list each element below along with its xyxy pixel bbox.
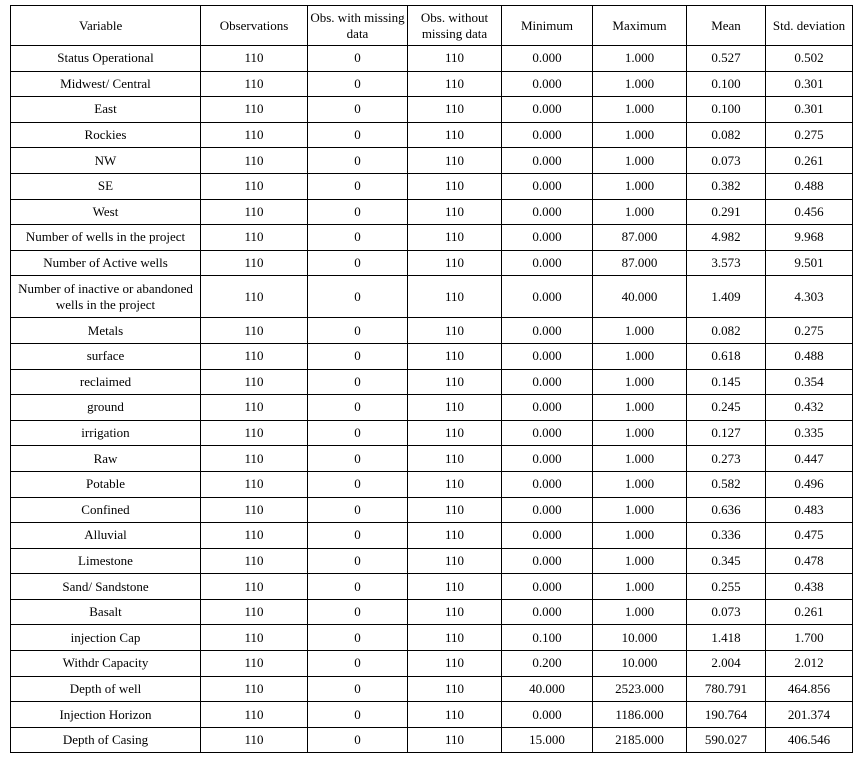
std-deviation-cell: 0.261: [766, 148, 853, 174]
obs-with-missing-cell: 0: [308, 727, 408, 753]
obs-with-missing-cell: 0: [308, 97, 408, 123]
observations-cell: 110: [201, 318, 308, 344]
variable-cell: Basalt: [11, 599, 201, 625]
mean-cell: 0.073: [687, 148, 766, 174]
maximum-cell: 1.000: [593, 523, 687, 549]
obs-with-missing-cell: 0: [308, 343, 408, 369]
variable-cell: Injection Horizon: [11, 702, 201, 728]
std-deviation-cell: 0.475: [766, 523, 853, 549]
table-row: [11, 122, 853, 148]
variable-cell: ground: [11, 395, 201, 421]
mean-cell: 0.073: [687, 599, 766, 625]
std-deviation-cell: 4.303: [766, 276, 853, 318]
maximum-cell: 2185.000: [593, 727, 687, 753]
obs-without-missing-cell: 110: [408, 523, 502, 549]
observations-cell: 110: [201, 625, 308, 651]
obs-with-missing-cell: 0: [308, 625, 408, 651]
header-mean: Mean: [687, 6, 766, 46]
maximum-cell: 1.000: [593, 548, 687, 574]
obs-without-missing-cell: 110: [408, 225, 502, 251]
std-deviation-cell: 9.968: [766, 225, 853, 251]
variable-cell: Depth of Casing: [11, 727, 201, 753]
table-row: [11, 46, 853, 72]
header-std-deviation: Std. deviation: [766, 6, 853, 46]
variable-cell: Alluvial: [11, 523, 201, 549]
mean-cell: 2.004: [687, 651, 766, 677]
variable-cell: Metals: [11, 318, 201, 344]
minimum-cell: 0.000: [502, 369, 593, 395]
mean-cell: 0.636: [687, 497, 766, 523]
minimum-cell: 0.000: [502, 497, 593, 523]
variable-cell: Depth of well: [11, 676, 201, 702]
maximum-cell: 1.000: [593, 343, 687, 369]
maximum-cell: 1.000: [593, 148, 687, 174]
mean-cell: 0.273: [687, 446, 766, 472]
std-deviation-cell: 464.856: [766, 676, 853, 702]
table-row: [11, 148, 853, 174]
obs-with-missing-cell: 0: [308, 395, 408, 421]
maximum-cell: 10.000: [593, 625, 687, 651]
minimum-cell: 0.200: [502, 651, 593, 677]
maximum-cell: 1.000: [593, 46, 687, 72]
observations-cell: 110: [201, 250, 308, 276]
table-row: [11, 250, 853, 276]
std-deviation-cell: 406.546: [766, 727, 853, 753]
variable-cell: West: [11, 199, 201, 225]
minimum-cell: 0.000: [502, 599, 593, 625]
maximum-cell: 1.000: [593, 471, 687, 497]
observations-cell: 110: [201, 71, 308, 97]
obs-without-missing-cell: 110: [408, 199, 502, 225]
table-row: [11, 420, 853, 446]
obs-with-missing-cell: 0: [308, 122, 408, 148]
maximum-cell: 40.000: [593, 276, 687, 318]
maximum-cell: 10.000: [593, 651, 687, 677]
mean-cell: 0.100: [687, 71, 766, 97]
maximum-cell: 1.000: [593, 97, 687, 123]
table-row: [11, 318, 853, 344]
obs-without-missing-cell: 110: [408, 369, 502, 395]
obs-with-missing-cell: 0: [308, 420, 408, 446]
maximum-cell: 1.000: [593, 395, 687, 421]
table-row: [11, 199, 853, 225]
variable-cell: Confined: [11, 497, 201, 523]
obs-with-missing-cell: 0: [308, 173, 408, 199]
header-obs-without-missing: Obs. without missing data: [408, 6, 502, 46]
std-deviation-cell: 0.275: [766, 318, 853, 344]
minimum-cell: 0.000: [502, 446, 593, 472]
maximum-cell: 1.000: [593, 199, 687, 225]
observations-cell: 110: [201, 122, 308, 148]
observations-cell: 110: [201, 676, 308, 702]
mean-cell: 0.127: [687, 420, 766, 446]
observations-cell: 110: [201, 727, 308, 753]
obs-with-missing-cell: 0: [308, 599, 408, 625]
maximum-cell: 1186.000: [593, 702, 687, 728]
variable-cell: Rockies: [11, 122, 201, 148]
obs-without-missing-cell: 110: [408, 497, 502, 523]
observations-cell: 110: [201, 574, 308, 600]
mean-cell: 3.573: [687, 250, 766, 276]
obs-without-missing-cell: 110: [408, 46, 502, 72]
minimum-cell: 0.000: [502, 122, 593, 148]
table-row: [11, 173, 853, 199]
mean-cell: 0.100: [687, 97, 766, 123]
maximum-cell: 1.000: [593, 173, 687, 199]
maximum-cell: 1.000: [593, 497, 687, 523]
obs-with-missing-cell: 0: [308, 369, 408, 395]
obs-with-missing-cell: 0: [308, 702, 408, 728]
obs-without-missing-cell: 110: [408, 122, 502, 148]
variable-cell: Number of wells in the project: [11, 225, 201, 251]
variable-cell: Midwest/ Central: [11, 71, 201, 97]
table-row: [11, 651, 853, 677]
mean-cell: 0.291: [687, 199, 766, 225]
observations-cell: 110: [201, 173, 308, 199]
variable-cell: Sand/ Sandstone: [11, 574, 201, 600]
variable-cell: surface: [11, 343, 201, 369]
obs-with-missing-cell: 0: [308, 199, 408, 225]
observations-cell: 110: [201, 369, 308, 395]
observations-cell: 110: [201, 446, 308, 472]
std-deviation-cell: 0.275: [766, 122, 853, 148]
obs-without-missing-cell: 110: [408, 71, 502, 97]
obs-without-missing-cell: 110: [408, 395, 502, 421]
mean-cell: 0.527: [687, 46, 766, 72]
maximum-cell: 1.000: [593, 446, 687, 472]
mean-cell: 0.336: [687, 523, 766, 549]
observations-cell: 110: [201, 599, 308, 625]
minimum-cell: 0.000: [502, 471, 593, 497]
mean-cell: 0.082: [687, 318, 766, 344]
minimum-cell: 0.100: [502, 625, 593, 651]
obs-with-missing-cell: 0: [308, 225, 408, 251]
mean-cell: 0.582: [687, 471, 766, 497]
variable-cell: reclaimed: [11, 369, 201, 395]
mean-cell: 0.345: [687, 548, 766, 574]
obs-with-missing-cell: 0: [308, 446, 408, 472]
obs-without-missing-cell: 110: [408, 548, 502, 574]
table-row: [11, 471, 853, 497]
observations-cell: 110: [201, 548, 308, 574]
header-minimum: Minimum: [502, 6, 593, 46]
obs-with-missing-cell: 0: [308, 497, 408, 523]
observations-cell: 110: [201, 702, 308, 728]
observations-cell: 110: [201, 523, 308, 549]
mean-cell: 0.382: [687, 173, 766, 199]
obs-with-missing-cell: 0: [308, 471, 408, 497]
minimum-cell: 0.000: [502, 395, 593, 421]
obs-without-missing-cell: 110: [408, 599, 502, 625]
mean-cell: 0.245: [687, 395, 766, 421]
obs-without-missing-cell: 110: [408, 420, 502, 446]
variable-cell: NW: [11, 148, 201, 174]
obs-with-missing-cell: 0: [308, 574, 408, 600]
table-row: [11, 548, 853, 574]
minimum-cell: 0.000: [502, 702, 593, 728]
obs-without-missing-cell: 110: [408, 574, 502, 600]
mean-cell: 1.418: [687, 625, 766, 651]
obs-with-missing-cell: 0: [308, 548, 408, 574]
obs-with-missing-cell: 0: [308, 651, 408, 677]
obs-without-missing-cell: 110: [408, 471, 502, 497]
minimum-cell: 0.000: [502, 148, 593, 174]
header-variable: Variable: [11, 6, 201, 46]
minimum-cell: 0.000: [502, 574, 593, 600]
obs-without-missing-cell: 110: [408, 250, 502, 276]
descriptive-statistics-table: [10, 5, 853, 753]
table-header-row: [11, 6, 853, 46]
obs-without-missing-cell: 110: [408, 97, 502, 123]
table-row: [11, 97, 853, 123]
mean-cell: 780.791: [687, 676, 766, 702]
maximum-cell: 1.000: [593, 71, 687, 97]
minimum-cell: 0.000: [502, 548, 593, 574]
obs-with-missing-cell: 0: [308, 148, 408, 174]
obs-without-missing-cell: 110: [408, 446, 502, 472]
observations-cell: 110: [201, 225, 308, 251]
obs-without-missing-cell: 110: [408, 276, 502, 318]
observations-cell: 110: [201, 148, 308, 174]
maximum-cell: 87.000: [593, 225, 687, 251]
variable-cell: Raw: [11, 446, 201, 472]
header-maximum: Maximum: [593, 6, 687, 46]
obs-with-missing-cell: 0: [308, 46, 408, 72]
std-deviation-cell: 0.335: [766, 420, 853, 446]
obs-without-missing-cell: 110: [408, 318, 502, 344]
obs-with-missing-cell: 0: [308, 71, 408, 97]
minimum-cell: 0.000: [502, 225, 593, 251]
mean-cell: 190.764: [687, 702, 766, 728]
variable-cell: Potable: [11, 471, 201, 497]
std-deviation-cell: 2.012: [766, 651, 853, 677]
variable-cell: Number of Active wells: [11, 250, 201, 276]
std-deviation-cell: 0.483: [766, 497, 853, 523]
observations-cell: 110: [201, 276, 308, 318]
observations-cell: 110: [201, 497, 308, 523]
table-row: [11, 446, 853, 472]
observations-cell: 110: [201, 651, 308, 677]
obs-with-missing-cell: 0: [308, 318, 408, 344]
obs-without-missing-cell: 110: [408, 702, 502, 728]
observations-cell: 110: [201, 199, 308, 225]
std-deviation-cell: 0.496: [766, 471, 853, 497]
obs-without-missing-cell: 110: [408, 625, 502, 651]
obs-with-missing-cell: 0: [308, 523, 408, 549]
std-deviation-cell: 0.301: [766, 71, 853, 97]
obs-without-missing-cell: 110: [408, 727, 502, 753]
variable-cell: injection Cap: [11, 625, 201, 651]
obs-without-missing-cell: 110: [408, 173, 502, 199]
minimum-cell: 0.000: [502, 250, 593, 276]
mean-cell: 0.618: [687, 343, 766, 369]
minimum-cell: 0.000: [502, 97, 593, 123]
table-row: [11, 225, 853, 251]
maximum-cell: 1.000: [593, 599, 687, 625]
mean-cell: 0.255: [687, 574, 766, 600]
observations-cell: 110: [201, 97, 308, 123]
std-deviation-cell: 0.301: [766, 97, 853, 123]
std-deviation-cell: 0.432: [766, 395, 853, 421]
minimum-cell: 0.000: [502, 46, 593, 72]
minimum-cell: 0.000: [502, 199, 593, 225]
mean-cell: 590.027: [687, 727, 766, 753]
minimum-cell: 40.000: [502, 676, 593, 702]
mean-cell: 0.145: [687, 369, 766, 395]
maximum-cell: 1.000: [593, 574, 687, 600]
std-deviation-cell: 1.700: [766, 625, 853, 651]
std-deviation-cell: 0.488: [766, 173, 853, 199]
variable-cell: Status Operational: [11, 46, 201, 72]
maximum-cell: 1.000: [593, 369, 687, 395]
minimum-cell: 0.000: [502, 71, 593, 97]
variable-cell: East: [11, 97, 201, 123]
observations-cell: 110: [201, 46, 308, 72]
header-obs-with-missing: Obs. with missing data: [308, 6, 408, 46]
maximum-cell: 87.000: [593, 250, 687, 276]
std-deviation-cell: 0.354: [766, 369, 853, 395]
obs-without-missing-cell: 110: [408, 676, 502, 702]
minimum-cell: 0.000: [502, 276, 593, 318]
maximum-cell: 1.000: [593, 318, 687, 344]
obs-without-missing-cell: 110: [408, 343, 502, 369]
obs-with-missing-cell: 0: [308, 676, 408, 702]
minimum-cell: 0.000: [502, 420, 593, 446]
table-row: [11, 369, 853, 395]
table-row: [11, 727, 853, 753]
table-row: [11, 395, 853, 421]
variable-cell: Limestone: [11, 548, 201, 574]
table-row: [11, 574, 853, 600]
minimum-cell: 15.000: [502, 727, 593, 753]
observations-cell: 110: [201, 471, 308, 497]
minimum-cell: 0.000: [502, 343, 593, 369]
table-row: [11, 625, 853, 651]
variable-cell: Number of inactive or abandoned wells in the project: [11, 276, 201, 318]
std-deviation-cell: 0.478: [766, 548, 853, 574]
minimum-cell: 0.000: [502, 173, 593, 199]
table-row: [11, 599, 853, 625]
header-observations: Observations: [201, 6, 308, 46]
maximum-cell: 1.000: [593, 420, 687, 446]
table-row: [11, 276, 853, 318]
std-deviation-cell: 201.374: [766, 702, 853, 728]
obs-without-missing-cell: 110: [408, 651, 502, 677]
variable-cell: irrigation: [11, 420, 201, 446]
observations-cell: 110: [201, 420, 308, 446]
mean-cell: 4.982: [687, 225, 766, 251]
table-row: [11, 702, 853, 728]
std-deviation-cell: 0.438: [766, 574, 853, 600]
std-deviation-cell: 0.456: [766, 199, 853, 225]
minimum-cell: 0.000: [502, 523, 593, 549]
table-row: [11, 676, 853, 702]
std-deviation-cell: 0.488: [766, 343, 853, 369]
minimum-cell: 0.000: [502, 318, 593, 344]
std-deviation-cell: 9.501: [766, 250, 853, 276]
table-body: [11, 46, 853, 753]
table-row: [11, 343, 853, 369]
table-row: [11, 497, 853, 523]
observations-cell: 110: [201, 343, 308, 369]
std-deviation-cell: 0.447: [766, 446, 853, 472]
obs-with-missing-cell: 0: [308, 276, 408, 318]
table-row: [11, 523, 853, 549]
obs-without-missing-cell: 110: [408, 148, 502, 174]
obs-with-missing-cell: 0: [308, 250, 408, 276]
observations-cell: 110: [201, 395, 308, 421]
std-deviation-cell: 0.261: [766, 599, 853, 625]
mean-cell: 0.082: [687, 122, 766, 148]
std-deviation-cell: 0.502: [766, 46, 853, 72]
table-row: [11, 71, 853, 97]
variable-cell: Withdr Capacity: [11, 651, 201, 677]
variable-cell: SE: [11, 173, 201, 199]
maximum-cell: 1.000: [593, 122, 687, 148]
mean-cell: 1.409: [687, 276, 766, 318]
maximum-cell: 2523.000: [593, 676, 687, 702]
